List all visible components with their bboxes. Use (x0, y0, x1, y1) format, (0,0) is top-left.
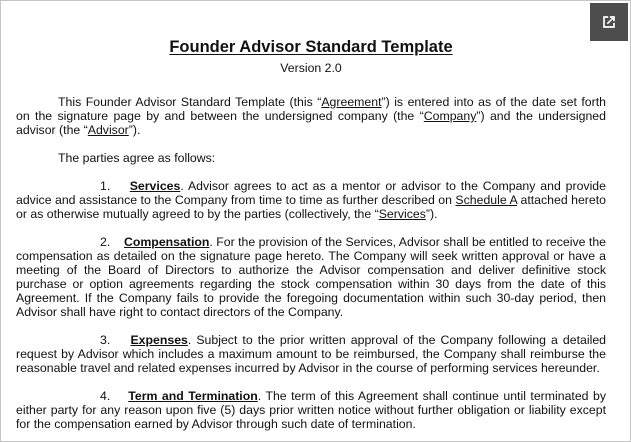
defined-term-agreement: Agreement (321, 95, 382, 109)
section-heading-expenses: Expenses (130, 333, 188, 347)
defined-term-company: Company (423, 109, 477, 123)
section-number: 4. (100, 389, 111, 403)
section-services: 1. Services. Advisor agrees to act as a mentor or advisor to the Company and provide advice and assistance to the Company from time to time as further described on Schedule A attached hereto or as otherwise mutually agreed to by the parties (collectively, the “Services”). (16, 179, 606, 221)
document-version: Version 2.0 (280, 61, 342, 75)
section-heading-term: Term and Termination (128, 389, 258, 403)
defined-term-advisor: Advisor (87, 123, 129, 137)
defined-term-services: Services (378, 207, 426, 221)
intro-paragraph: This Founder Advisor Standard Template (this “Agreement”) is entered into as of the date set forth on the signature page by and between the undersigned company (the “Company”) and the undersigned advisor (the “Advisor”). (16, 95, 606, 137)
document-title: Founder Advisor Standard Template (169, 38, 453, 56)
section-term-termination: 4. Term and Termination. The term of this Agreement shall continue until terminated by either party for any reason upon five (5) days prior written notice without further obligation or liability except for the compensation earned by Advisor through such date of termination. (16, 389, 607, 431)
expand-button[interactable] (590, 3, 628, 41)
section-heading-services: Services (129, 179, 181, 193)
section-heading-compensation: Compensation (123, 235, 210, 249)
parties-paragraph: The parties agree as follows: (58, 151, 216, 165)
section-expenses: 3. Expenses. Subject to the prior written approval of the Company following a detailed request by Advisor which includes a maximum amount to be reimbursed, the Company shall reimburse the reasonable travel and related expenses incurred by Advisor in the course of performing services hereunder. (16, 333, 606, 375)
section-number: 3. (100, 333, 111, 347)
schedule-a-reference: Schedule A (455, 193, 518, 207)
document-page (16, 37, 606, 431)
section-number: 2. (100, 235, 111, 249)
section-compensation: 2. Compensation. For the provision of the Services, Advisor shall be entitled to receive the compensation as detailed on the signature page hereto. The Company will seek written approval or have a meeting of the Board of Directors to authorize the Advisor compensation and deliver definitive stock purchase or option agreements regarding the stock compensation within 30 days from the date of this Agreement. If the Company fails to provide the foregoing documentation within such 30-day period, then Advisor shall have right to contact directors of the Company. (16, 235, 606, 319)
expand-icon (599, 12, 619, 32)
section-number: 1. (100, 179, 111, 193)
